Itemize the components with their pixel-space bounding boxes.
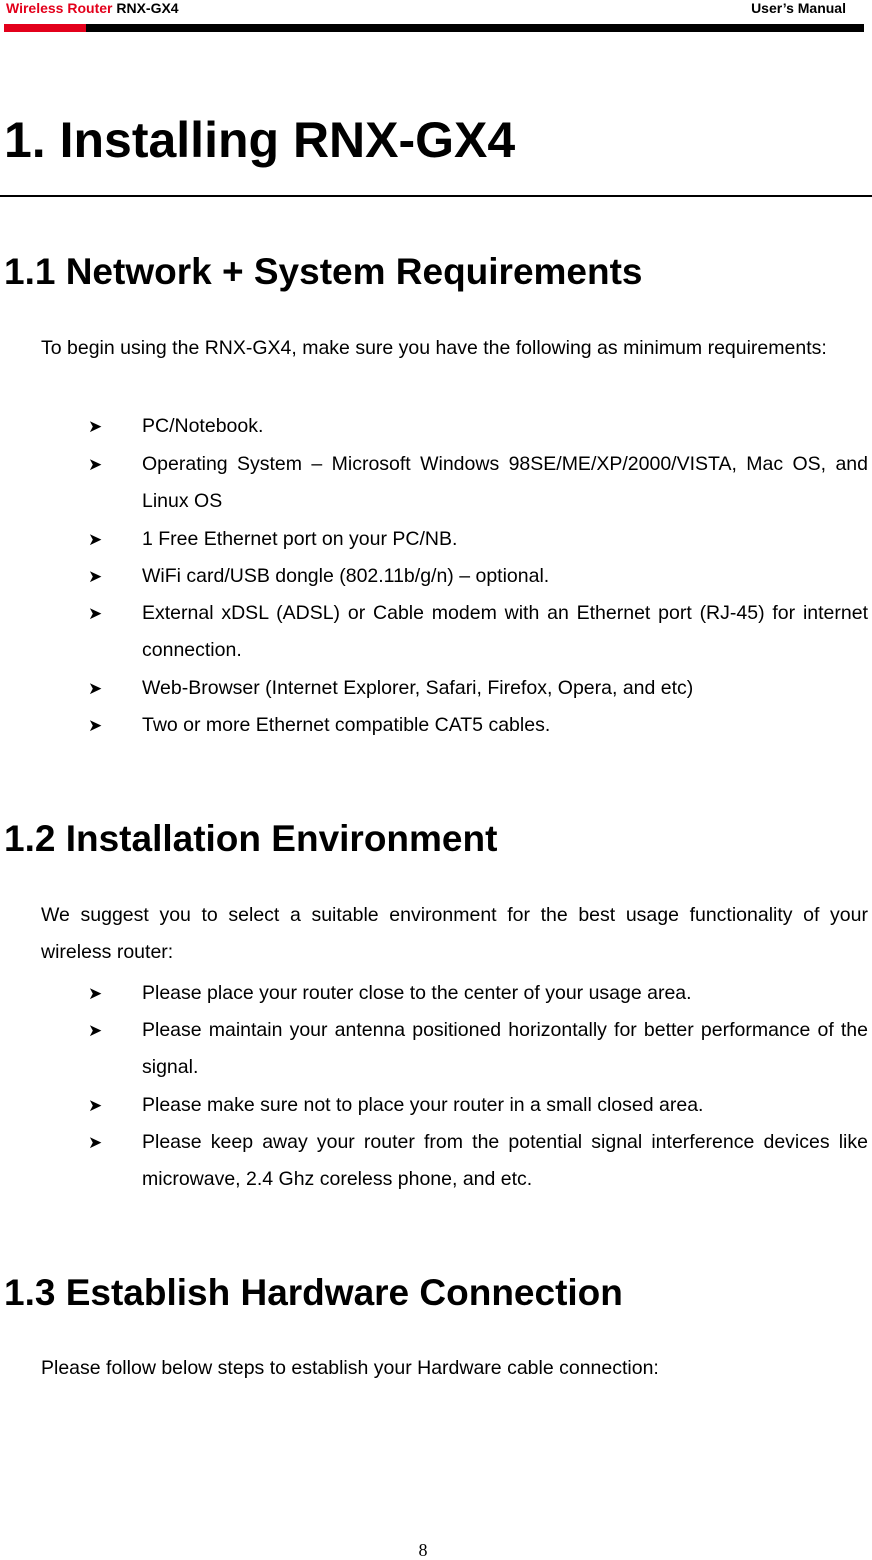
bullet-arrow-icon: ➤: [88, 1096, 103, 1115]
header-manual-label: User’s Manual: [751, 0, 846, 16]
header-model: RNX-GX4: [116, 0, 179, 16]
list-item-text: PC/Notebook.: [142, 415, 264, 437]
list-item-text: Two or more Ethernet compatible CAT5 cables.: [142, 714, 551, 736]
page-number: 8: [418, 1540, 428, 1560]
section-title-installation-environment: 1.2 Installation Environment: [4, 818, 498, 859]
chapter-title: 1. Installing RNX-GX4: [4, 112, 516, 168]
list-item-text: Web-Browser (Internet Explorer, Safari, Firefox, Opera, and etc): [142, 677, 694, 699]
bullet-arrow-icon: ➤: [88, 530, 103, 549]
bullet-arrow-icon: ➤: [88, 679, 103, 698]
section-title-hardware-connection: 1.3 Establish Hardware Connection: [4, 1272, 623, 1313]
bullet-arrow-icon: ➤: [88, 1021, 103, 1040]
section-title-network-requirements: 1.1 Network + System Requirements: [4, 251, 643, 292]
bullet-arrow-icon: ➤: [88, 417, 103, 436]
list-item-text: Please make sure not to place your router in a small closed area.: [142, 1094, 704, 1116]
list-item-text: Please maintain your antenna positioned horizontally for better performance of the signal.: [142, 1019, 868, 1078]
list-item-text: External xDSL (ADSL) or Cable modem with an Ethernet port (RJ-45) for internet connection.: [142, 602, 868, 661]
chapter-divider: [0, 195, 872, 197]
list-item-text: Please keep away your router from the potential signal interference devices like microwave, 2.4 Ghz coreless phone, and etc.: [142, 1131, 868, 1190]
list-item-text: Operating System – Microsoft Windows 98SE/ME/XP/2000/VISTA, Mac OS, and Linux OS: [142, 453, 868, 512]
bullet-arrow-icon: ➤: [88, 455, 103, 474]
header-bar-black: [86, 24, 864, 32]
section-intro-hardware-connection: Please follow below steps to establish your Hardware cable connection:: [41, 1357, 659, 1379]
section-intro-installation-environment: We suggest you to select a suitable environment for the best usage functionality of your wireless router:: [41, 904, 868, 963]
header-bar-red: [4, 24, 86, 32]
bullet-arrow-icon: ➤: [88, 567, 103, 586]
bullet-arrow-icon: ➤: [88, 984, 103, 1003]
bullet-arrow-icon: ➤: [88, 1133, 103, 1152]
section-intro-network-requirements: To begin using the RNX-GX4, make sure you have the following as minimum requirements:: [41, 337, 827, 359]
list-item-text: 1 Free Ethernet port on your PC/NB.: [142, 528, 458, 550]
bullet-arrow-icon: ➤: [88, 604, 103, 623]
header-product: [6, 0, 179, 16]
list-item-text: Please place your router close to the center of your usage area.: [142, 982, 692, 1004]
header-brand: Wireless Router: [6, 0, 113, 16]
bullet-arrow-icon: ➤: [88, 716, 103, 735]
list-item-text: WiFi card/USB dongle (802.11b/g/n) – optional.: [142, 565, 550, 587]
page-header: [0, 0, 872, 34]
